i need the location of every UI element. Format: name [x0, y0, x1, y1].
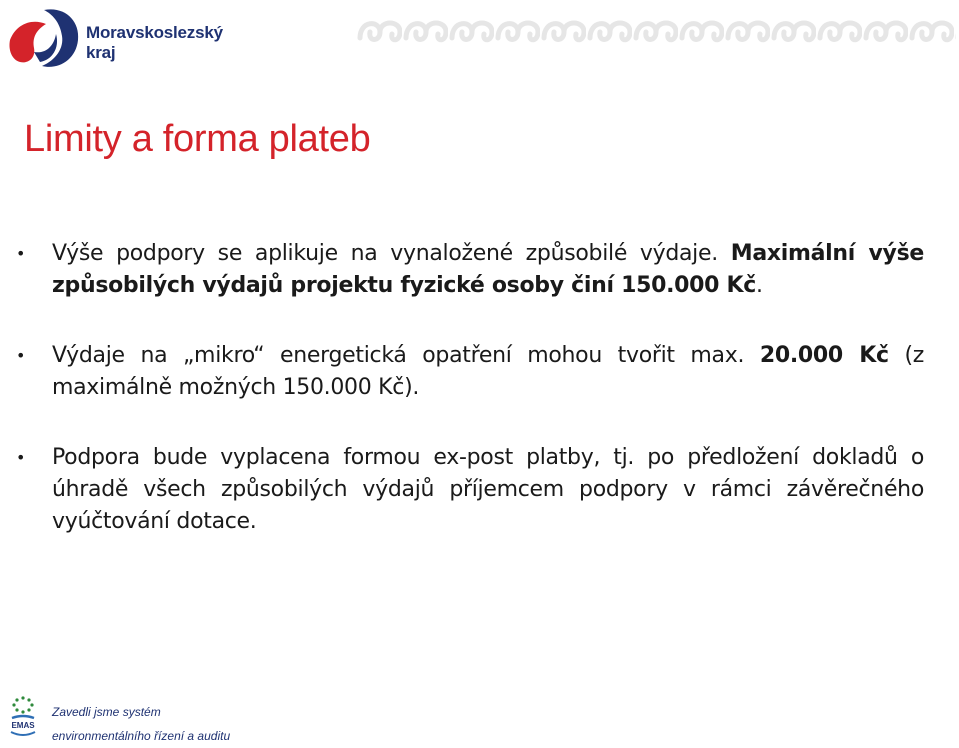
logo-name-line2: kraj	[86, 43, 116, 62]
slide-title: Limity a forma plateb	[24, 118, 371, 160]
bullet-text: Výdaje na „mikro“ energetická opatření mohou tvořit max.	[52, 343, 760, 368]
emas-logo-icon	[8, 694, 38, 738]
logo-wordmark	[86, 23, 223, 63]
bullet-item	[52, 340, 924, 404]
region-emblem-icon	[6, 4, 84, 74]
bullet-item	[52, 442, 924, 538]
bullet-text-end: (z maximálně možných 150.000 Kč).	[52, 343, 924, 400]
emas-label: EMAS	[11, 721, 35, 730]
bullet-emphasis: 20.000 Kč	[759, 343, 889, 368]
bullet-emphasis: Maximální výše způsobilých výdajů projektu fyzické osoby činí 150.000 Kč	[52, 241, 924, 298]
bullet-text: Podpora bude vyplacena formou ex-post platby, tj. po předložení dokladů o úhradě všech způsobilých výdajů příjemcem podpory v rámci závěrečného vyúčtování dotace.	[52, 445, 924, 534]
bullet-text: Výše podpory se aplikuje na vynaložené způsobilé výdaje.	[52, 241, 731, 266]
bullet-item	[52, 238, 924, 302]
bullet-list	[52, 238, 924, 576]
logo-name-line1: Moravskoslezský	[86, 23, 223, 42]
emas-caption	[52, 700, 230, 748]
decorative-wave-pattern-icon	[356, 12, 956, 46]
emas-caption-line2: environmentálního řízení a auditu	[52, 729, 231, 743]
moravskoslezsky-kraj-logo	[6, 4, 226, 74]
bullet-text-end: .	[756, 273, 763, 298]
emas-caption-line1: Zavedli jsme systém	[52, 705, 161, 719]
